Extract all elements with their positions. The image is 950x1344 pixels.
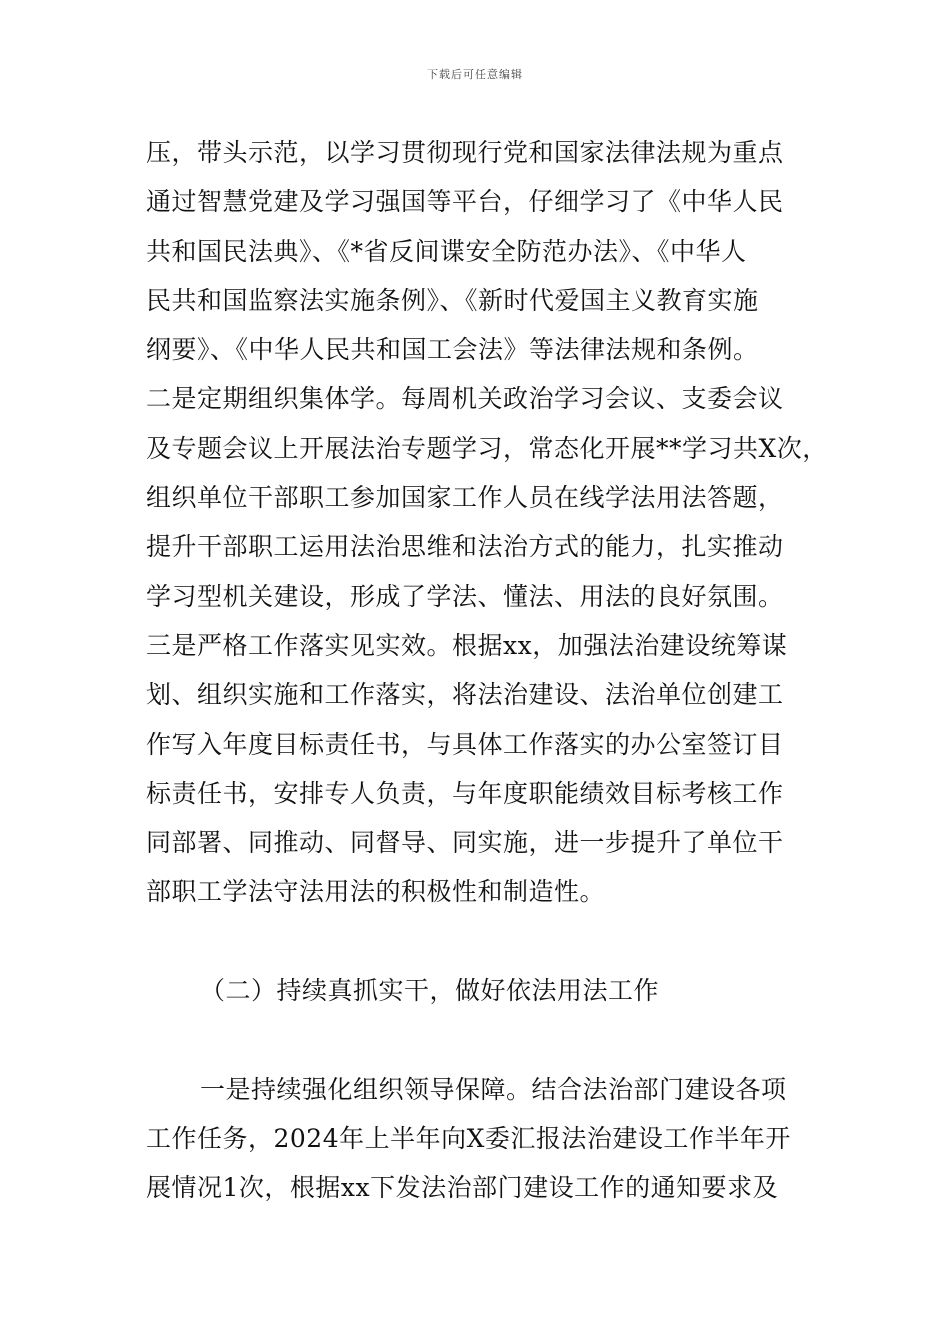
text-line: 一是持续强化组织领导保障。结合法治部门建设各项 — [200, 1074, 787, 1104]
text-line: 民共和国监察法实施条例》、《新时代爱国主义教育实施 — [146, 285, 759, 315]
text-line: 及专题会议上开展法治专题学习，常态化开展**学习共X次， — [146, 433, 828, 463]
text-line: 纲要》、《中华人民共和国工会法》等法律法规和条例。 — [146, 335, 759, 365]
text-line: 学习型机关建设，形成了学法、懂法、用法的良好氛围。 — [146, 581, 784, 611]
page-header: 下载后可任意编辑 — [427, 68, 523, 81]
paragraph-gap — [146, 917, 826, 966]
paragraph-2 — [146, 1065, 826, 1213]
paragraph-1 — [146, 128, 826, 917]
text-line: 部职工学法守法用法的积极性和制造性。 — [146, 877, 606, 907]
text-line: 共和国民法典》、《*省反间谍安全防范办法》、《中华人 — [146, 236, 747, 266]
text-line: 压，带头示范，以学习贯彻现行党和国家法律法规为重点 — [146, 138, 784, 167]
text-line: 工作任务，2024年上半年向X委汇报法治建设工作半年开 — [146, 1123, 791, 1153]
text-line: 通过智慧党建及学习强国等平台，仔细学习了《中华人民 — [146, 187, 784, 217]
paragraph-gap — [146, 1015, 826, 1064]
text-line: 二是定期组织集体学。每周机关政治学习会议、支委会议 — [146, 384, 784, 414]
section-heading: （二）持续真抓实干，做好依法用法工作 — [200, 976, 660, 1006]
text-line: 作写入年度目标责任书，与具体工作落实的办公室签订目 — [146, 729, 784, 759]
text-line: 组织单位干部职工参加国家工作人员在线学法用法答题， — [146, 483, 784, 513]
document-body — [146, 128, 826, 1213]
text-line: 标责任书，安排专人负责，与年度职能绩效目标考核工作 — [146, 778, 784, 808]
text-line: 展情况1次，根据xx下发法治部门建设工作的通知要求及 — [146, 1173, 779, 1203]
text-line: 提升干部职工运用法治思维和法治方式的能力，扎实推动 — [146, 532, 784, 562]
text-line: 同部署、同推动、同督导、同实施，进一步提升了单位干 — [146, 828, 784, 858]
text-line: 三是严格工作落实见实效。根据xx，加强法治建设统筹谋 — [146, 630, 788, 660]
text-line: 划、组织实施和工作落实，将法治建设、法治单位创建工 — [146, 680, 784, 710]
